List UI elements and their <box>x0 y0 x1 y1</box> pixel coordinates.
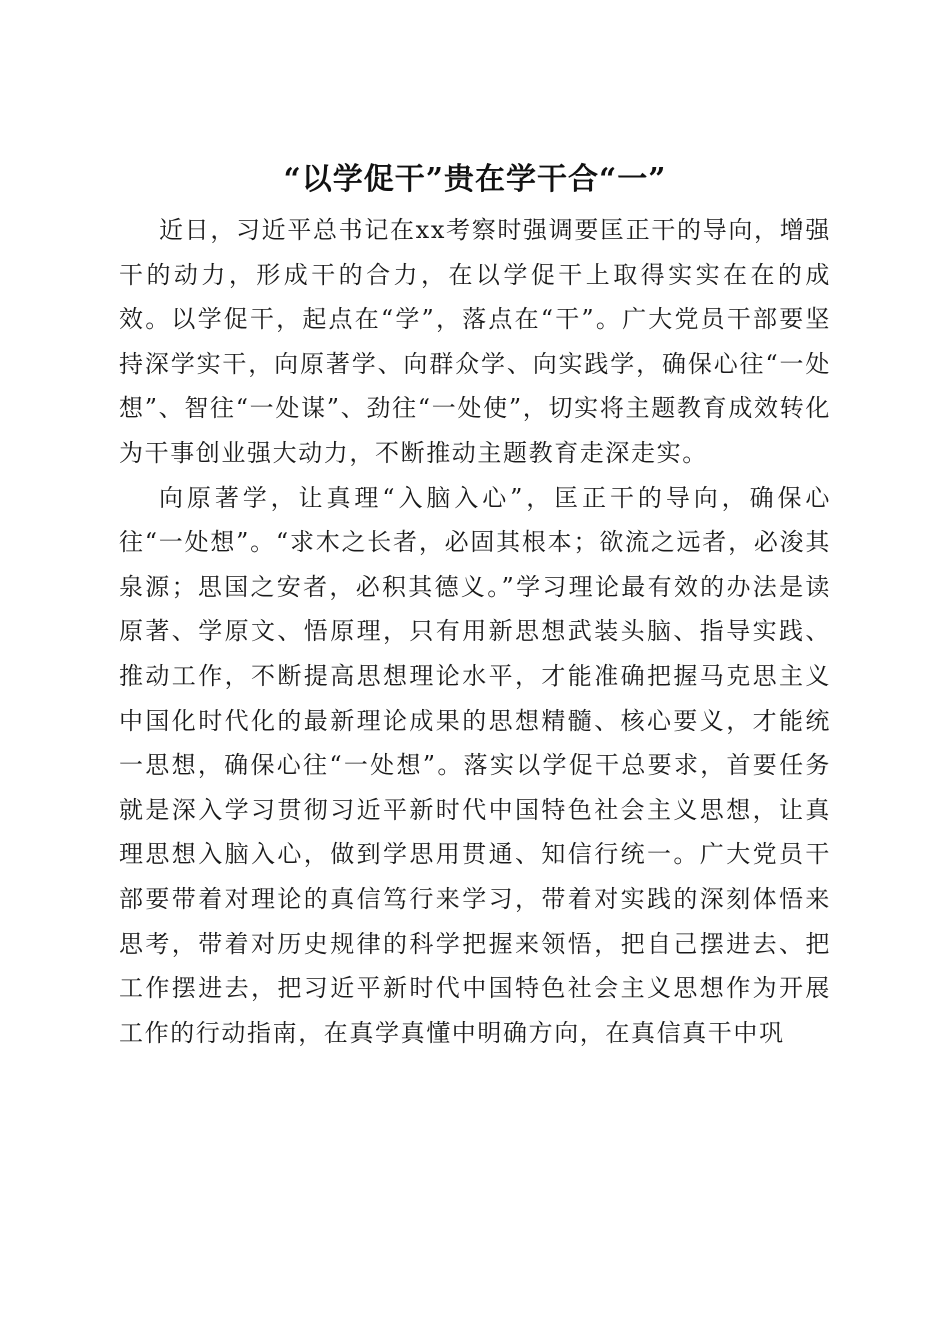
paragraph-study-originals: 向原著学，让真理“入脑入心”，匡正干的导向，确保心往“一处想”。“求木之长者，必固其根本；欲流之远者，必浚其泉源；思国之安者，必积其德义。”学习理论最有效的办法是读原著、学原文、悟原理，只有用新思想武装头脑、指导实践、推动工作，不断提高思想理论水平，才能准确把握马克思主义中国化时代化的最新理论成果的思想精髓、核心要义，才能统一思想，确保心往“一处想”。落实以学促干总要求，首要任务就是深入学习贯彻习近平新时代中国特色社会主义思想，让真理思想入脑入心，做到学思用贯通、知信行统一。广大党员干部要带着对理论的真信笃行来学习，带着对实践的深刻体悟来思考，带着对历史规律的科学把握来领悟，把自己摆进去、把工作摆进去，把习近平新时代中国特色社会主义思想作为开展工作的行动指南，在真学真懂中明确方向，在真信真干中巩 <box>119 483 831 1047</box>
document-title: “以学促干”贵在学干合“一” <box>283 162 667 198</box>
paragraph-intro: 近日，习近平总书记在xx考察时强调要匡正干的导向，增强干的动力，形成干的合力，在以学促干上取得实实在在的成效。以学促干，起点在“学”，落点在“干”。广大党员干部要坚持深学实干，向原著学、向群众学、向实践学，确保心往“一处想”、智往“一处谋”、劲往“一处使”，切实将主题教育成效转化为干事创业强大动力，不断推动主题教育走深走实。 <box>119 216 831 467</box>
document-body <box>119 208 831 1055</box>
